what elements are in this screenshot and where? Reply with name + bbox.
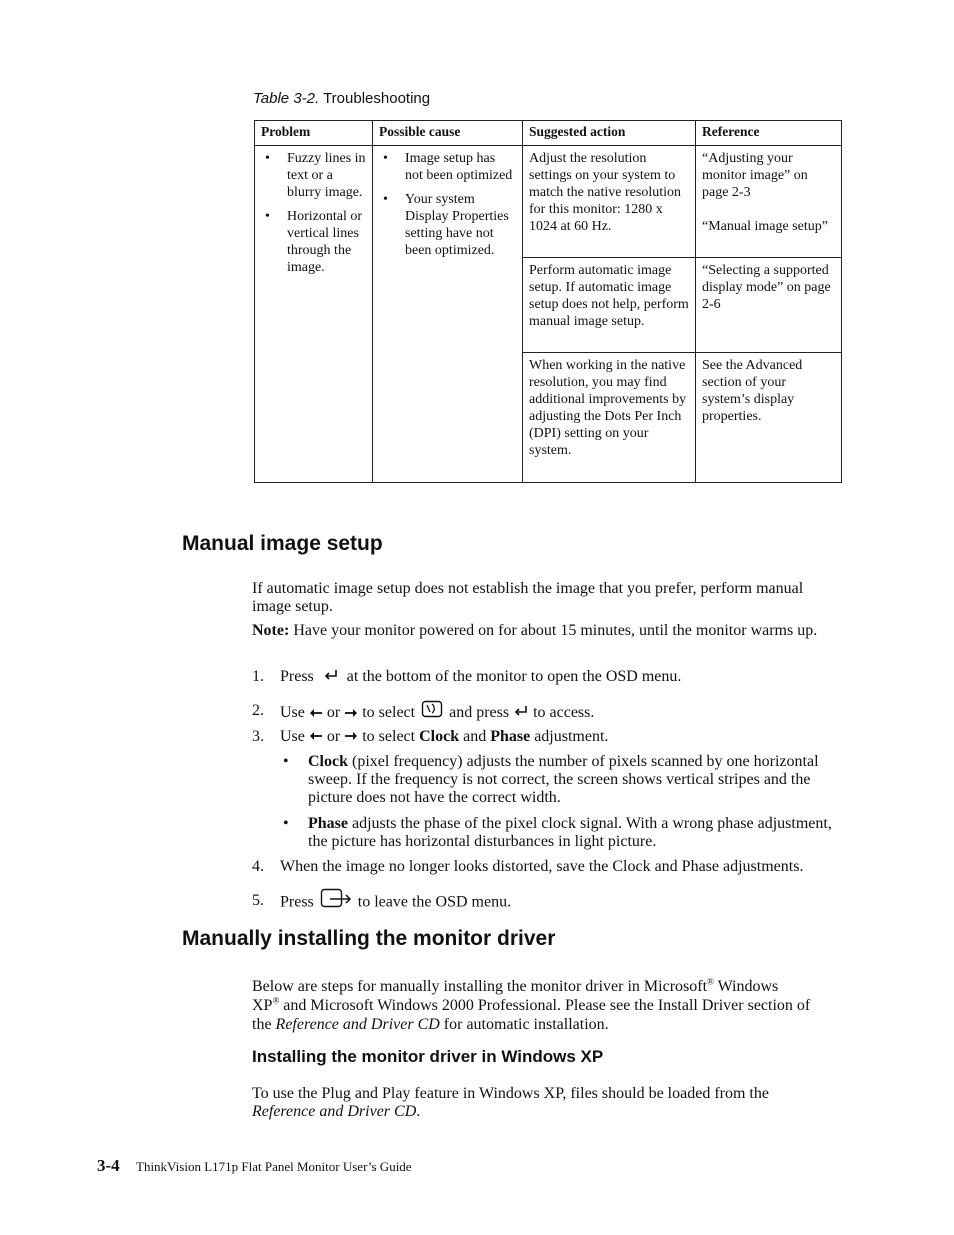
action-cell: When working in the native resolution, you may find additional improvements by adjusting the Dots Per Inch (DPI) setting on your system. bbox=[523, 353, 696, 483]
step-text: and bbox=[463, 728, 487, 745]
page-number: 3-4 bbox=[97, 1156, 120, 1175]
driver-text: Below are steps for manually installing the monitor driver in Microsoft bbox=[252, 978, 708, 995]
driver-text: the bbox=[252, 1016, 276, 1033]
reference-text: “Adjusting your monitor image” on page 2-3 bbox=[702, 151, 808, 200]
reference-cell bbox=[696, 146, 842, 258]
left-arrow-icon bbox=[309, 703, 323, 725]
step-1 bbox=[280, 668, 850, 687]
step-term: Phase bbox=[490, 728, 531, 745]
enter-icon bbox=[513, 703, 529, 725]
reference-text: “Manual image setup” bbox=[702, 219, 828, 234]
step-text: to select bbox=[362, 728, 416, 745]
step-text: to access. bbox=[533, 704, 595, 722]
action-cell: Adjust the resolution settings on your system to match the native resolution for this monitor: 1280 x 1024 at 60 Hz. bbox=[523, 146, 696, 258]
header-suggested-action: Suggested action bbox=[523, 121, 696, 146]
bullet-text: (pixel frequency) adjusts the number of pixels scanned by one horizontal sweep. If the frequency is not correct, the screen shows vertical stripes and the picture does not have the correct width. bbox=[308, 753, 819, 806]
table-caption-label: Table 3-2. bbox=[253, 90, 320, 107]
header-reference: Reference bbox=[696, 121, 842, 146]
step-4: When the image no longer looks distorted, save the Clock and Phase adjustments. bbox=[280, 858, 804, 875]
problem-cell bbox=[255, 146, 373, 483]
table-caption-text: Troubleshooting bbox=[323, 90, 431, 107]
section-heading-manual-setup: Manual image setup bbox=[182, 532, 383, 555]
step-text: and press bbox=[449, 704, 510, 722]
step-text: to leave the OSD menu. bbox=[357, 893, 512, 911]
cd-title: Reference and Driver CD bbox=[275, 1016, 440, 1033]
step-term: Clock bbox=[419, 728, 460, 745]
problem-item: • Fuzzy lines in text or a blurry image. bbox=[261, 150, 366, 201]
header-possible-cause: Possible cause bbox=[373, 121, 523, 146]
left-arrow-icon bbox=[309, 728, 323, 746]
clock-description bbox=[308, 753, 838, 807]
header-problem: Problem bbox=[255, 121, 373, 146]
registered-mark: ® bbox=[272, 995, 280, 1006]
cause-item: • Your system Display Properties setting have not been optimized. bbox=[379, 191, 516, 259]
right-arrow-icon bbox=[344, 703, 358, 725]
action-cell: Perform automatic image setup. If automatic image setup does not help, perform manual image setup. bbox=[523, 258, 696, 353]
step-number: 5. bbox=[252, 892, 264, 909]
step-3 bbox=[280, 728, 850, 746]
step-text: at the bottom of the monitor to open the OSD menu. bbox=[346, 668, 682, 686]
driver-text: XP bbox=[252, 997, 273, 1014]
driver-text: To use the Plug and Play feature in Windows XP, files should be loaded from the bbox=[252, 1085, 769, 1102]
bullet-term: Phase bbox=[308, 815, 348, 832]
driver-text: and Microsoft Windows 2000 Professional. Please see the Install Driver section of bbox=[279, 997, 811, 1014]
reference-cell: See the Advanced section of your system’s display properties. bbox=[696, 353, 842, 483]
cd-title: Reference and Driver CD bbox=[252, 1103, 417, 1120]
cause-list bbox=[379, 150, 516, 259]
step-text: or bbox=[326, 704, 341, 722]
registered-mark: ® bbox=[707, 976, 714, 987]
step-text: Press bbox=[280, 893, 314, 911]
section-heading-driver: Manually installing the monitor driver bbox=[182, 927, 556, 950]
cause-cell bbox=[373, 146, 523, 483]
step-text: Use bbox=[280, 704, 305, 722]
table-caption bbox=[253, 90, 430, 107]
note-paragraph bbox=[252, 622, 852, 640]
phase-description bbox=[308, 815, 838, 851]
driver-text: . bbox=[416, 1103, 421, 1120]
step-text: adjustment. bbox=[534, 728, 609, 745]
note-text: Have your monitor powered on for about 15 minutes, until the monitor warms up. bbox=[289, 622, 818, 639]
step-text: to select bbox=[362, 704, 416, 722]
step-number: 3. bbox=[252, 728, 264, 745]
driver-paragraph bbox=[252, 977, 852, 1034]
troubleshooting-table bbox=[254, 120, 842, 483]
intro-paragraph: If automatic image setup does not establish the image that you prefer, perform manual image setup. bbox=[252, 580, 804, 615]
step-5 bbox=[280, 888, 850, 918]
bullet-term: Clock bbox=[308, 753, 348, 770]
note-label: Note: bbox=[252, 622, 290, 639]
problem-list bbox=[261, 150, 366, 276]
step-2 bbox=[280, 700, 850, 727]
step-number: 1. bbox=[252, 668, 264, 685]
step-number: 2. bbox=[252, 702, 264, 719]
table-row bbox=[255, 146, 842, 258]
step-text: Use bbox=[280, 728, 305, 745]
footer-title: ThinkVision L171p Flat Panel Monitor User’s Guide bbox=[136, 1159, 412, 1174]
step-number: 4. bbox=[252, 858, 264, 875]
cause-item: • Image setup has not been optimized bbox=[379, 150, 516, 184]
subheading-windows-xp: Installing the monitor driver in Windows XP bbox=[252, 1047, 604, 1066]
enter-icon bbox=[323, 668, 339, 687]
reference-cell: “Selecting a supported display mode” on page 2-6 bbox=[696, 258, 842, 353]
image-setup-icon bbox=[421, 700, 443, 727]
driver-text: for automatic installation. bbox=[439, 1016, 609, 1033]
right-arrow-icon bbox=[344, 728, 358, 746]
bullet-mark: • bbox=[283, 815, 289, 832]
step-text: or bbox=[326, 728, 341, 745]
bullet-mark: • bbox=[283, 753, 289, 770]
table-header-row bbox=[255, 121, 842, 146]
problem-item: • Horizontal or vertical lines through the image. bbox=[261, 208, 366, 276]
bullet-text: adjusts the phase of the pixel clock signal. With a wrong phase adjustment, the picture has horizontal disturbances in light picture. bbox=[308, 815, 832, 850]
driver-text: Windows bbox=[713, 978, 779, 995]
step-text: Press bbox=[280, 668, 314, 686]
windows-xp-paragraph bbox=[252, 1085, 852, 1121]
exit-icon bbox=[320, 888, 352, 918]
